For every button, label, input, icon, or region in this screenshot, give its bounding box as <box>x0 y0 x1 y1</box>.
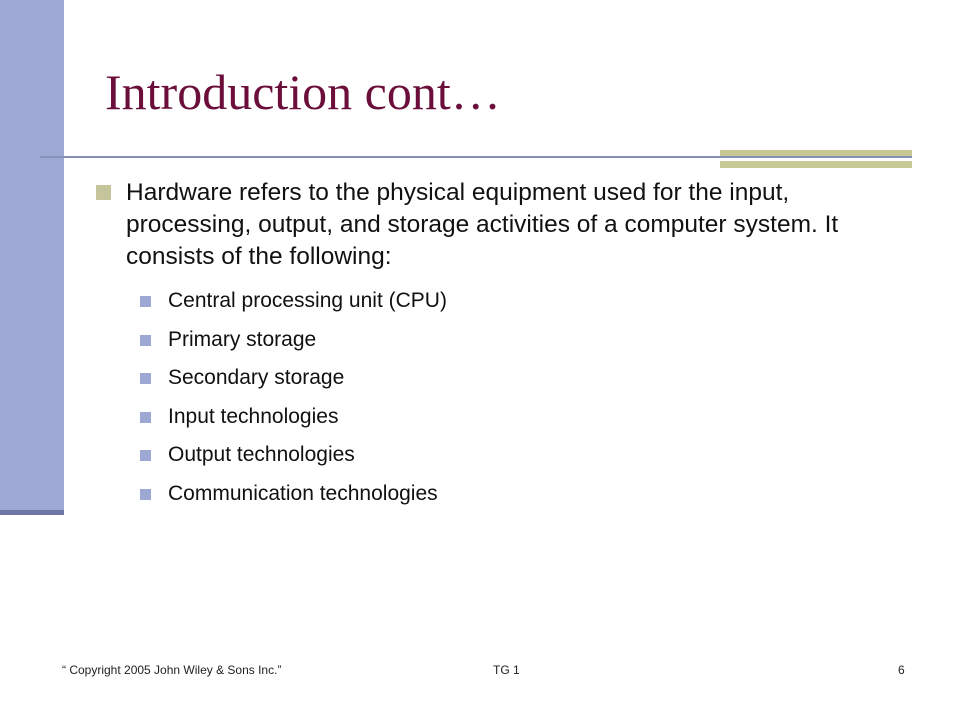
sub-bullet-item <box>140 399 447 438</box>
side-accent-bar <box>0 0 64 512</box>
sub-bullet-text: Output technologies <box>168 443 355 466</box>
divider-accent-bottom <box>720 161 912 168</box>
square-bullet-icon <box>140 412 151 423</box>
square-bullet-icon <box>140 450 151 461</box>
footer-center-label: TG 1 <box>493 663 520 677</box>
slide-number: 6 <box>898 663 905 677</box>
sub-bullet-item <box>140 437 447 476</box>
square-bullet-icon <box>140 296 151 307</box>
slide-title: Introduction cont… <box>105 64 501 120</box>
divider-accent-top <box>720 150 912 156</box>
square-bullet-icon <box>140 489 151 500</box>
main-bullet <box>96 177 896 273</box>
sub-bullet-text: Secondary storage <box>168 366 345 389</box>
sub-bullet-list <box>140 283 447 514</box>
sub-bullet-text: Input technologies <box>168 404 339 428</box>
sub-bullet-item <box>140 476 447 515</box>
square-bullet-icon <box>96 185 111 200</box>
sub-bullet-text: Primary storage <box>168 327 317 351</box>
main-bullet-text: Hardware refers to the physical equipment used for the input, processing, output, and storage activities of a computer system. It consists of the following: <box>126 179 839 270</box>
title-divider <box>40 156 912 158</box>
footer-copyright: “ Copyright 2005 John Wiley & Sons Inc.” <box>62 663 282 677</box>
square-bullet-icon <box>140 373 151 384</box>
sub-bullet-item <box>140 322 447 361</box>
side-accent-bar-shadow <box>0 510 64 515</box>
sub-bullet-item <box>140 360 447 399</box>
sub-bullet-item <box>140 283 447 322</box>
sub-bullet-text: Central processing unit (CPU) <box>168 289 447 312</box>
square-bullet-icon <box>140 335 151 346</box>
sub-bullet-text: Communication technologies <box>168 481 438 505</box>
